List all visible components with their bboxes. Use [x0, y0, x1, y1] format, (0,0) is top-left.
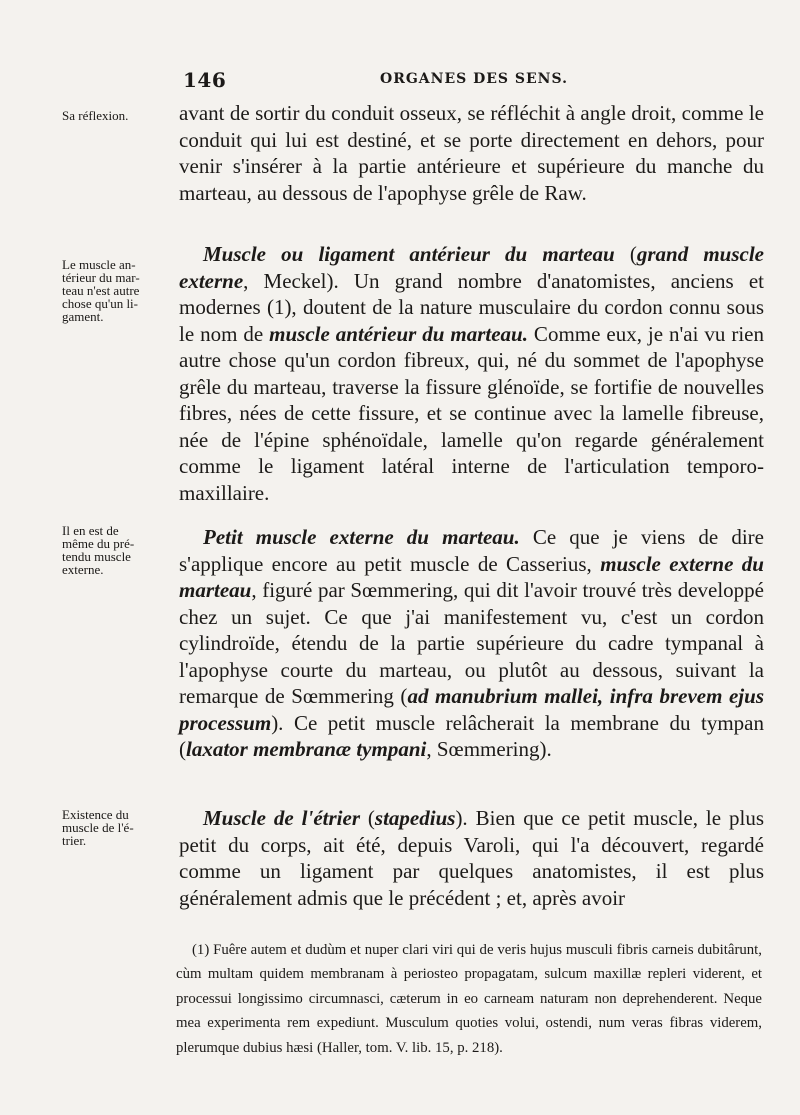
margin-note-etrier: Existence du muscle de l'é- trier.	[62, 807, 134, 848]
paragraph-muscle-anterieur: Muscle ou ligament antérieur du marteau (grand muscle externe, Meckel). Un grand nombre d'anatomistes, anciens et modernes (1), doutent de la nature musculaire du cordon connu sous le nom de muscle antérieur du marteau. Comme eux, je n'ai vu rien autre chose qu'un cordon fibreux, qui, né du sommet de l'apophyse grêle du marteau, traverse la fissure glénoïde, se fortifie de nouvelles fibres, nées de cette fissure, et se continue avec la lamelle fibreuse, née de l'épine sphénoïdale, lamelle qu'on regarde généralement comme le ligament latéral interne de l'articulation temporo-maxillaire.	[179, 242, 765, 505]
footnote: (1) Fuêre autem et dudùm et nuper clari viri qui de veris hujus musculi fibris carneis dubitârunt, cùm multam quidem membranam à periosteo propagatam, sulcum maxillæ repleri viderent, et processui longissimo circumnasci, cæterum in eo carneam naturam non deprehenderent. Neque mea experimenta rem expediunt. Musculum quoties volui, ostendi, num veras fibras viderem, plerumque dubius hæsi (Haller, tom. V. lib. 15, p. 218).	[176, 942, 762, 1056]
running-head: ORGANES DES SENS.	[380, 71, 568, 87]
heading-petit-muscle: Petit muscle externe du marteau.	[203, 525, 520, 549]
margin-note-muscle-anterieur: Le muscle an- térieur du mar- teau n'est autre chose qu'un li- gament.	[62, 257, 140, 324]
paragraph-muscle-etrier: Muscle de l'étrier (stapedius). Bien que ce petit muscle, le plus petit du corps, ait été, depuis Varoli, qui l'a découvert, regardé comme un ligament par quelques anatomistes, il est plus généralement admis que le précédent ; et, après avoir	[179, 806, 764, 910]
page-number: 146	[183, 68, 227, 92]
margin-note-reflexion: Sa réflexion.	[62, 108, 129, 123]
heading-muscle-anterieur: Muscle ou ligament antérieur du marteau	[203, 242, 615, 266]
paragraph-reflexion: avant de sortir du conduit osseux, se réfléchit à angle droit, comme le conduit qui lui est destiné, et se porte directement en dehors, pour venir s'insérer à la partie antérieure et supérieure du manche du marteau, au dessous de l'apophyse grêle de Raw.	[179, 101, 764, 205]
heading-muscle-etrier: Muscle de l'étrier	[203, 806, 360, 830]
margin-note-muscle-externe: Il en est de même du pré- tendu muscle externe.	[62, 523, 135, 577]
paragraph-petit-muscle-externe: Petit muscle externe du marteau. Ce que je viens de dire s'applique encore au petit muscle de Casserius, muscle externe du marteau, figuré par Sœmmering, qui dit l'avoir trouvé très developpé chez un sujet. Ce que j'ai manifestement vu, c'est un cordon cylindroïde, étendu de la partie supérieure du cadre tympanal à l'apophyse courte du marteau, ou plutôt au dessous, suivant la remarque de Sœmmering (ad manubrium mallei, infra brevem ejus processum). Ce petit muscle relâcherait la membrane du tympan (laxator membranæ tympani, Sœmmering).	[179, 525, 764, 761]
page-header	[183, 68, 763, 96]
